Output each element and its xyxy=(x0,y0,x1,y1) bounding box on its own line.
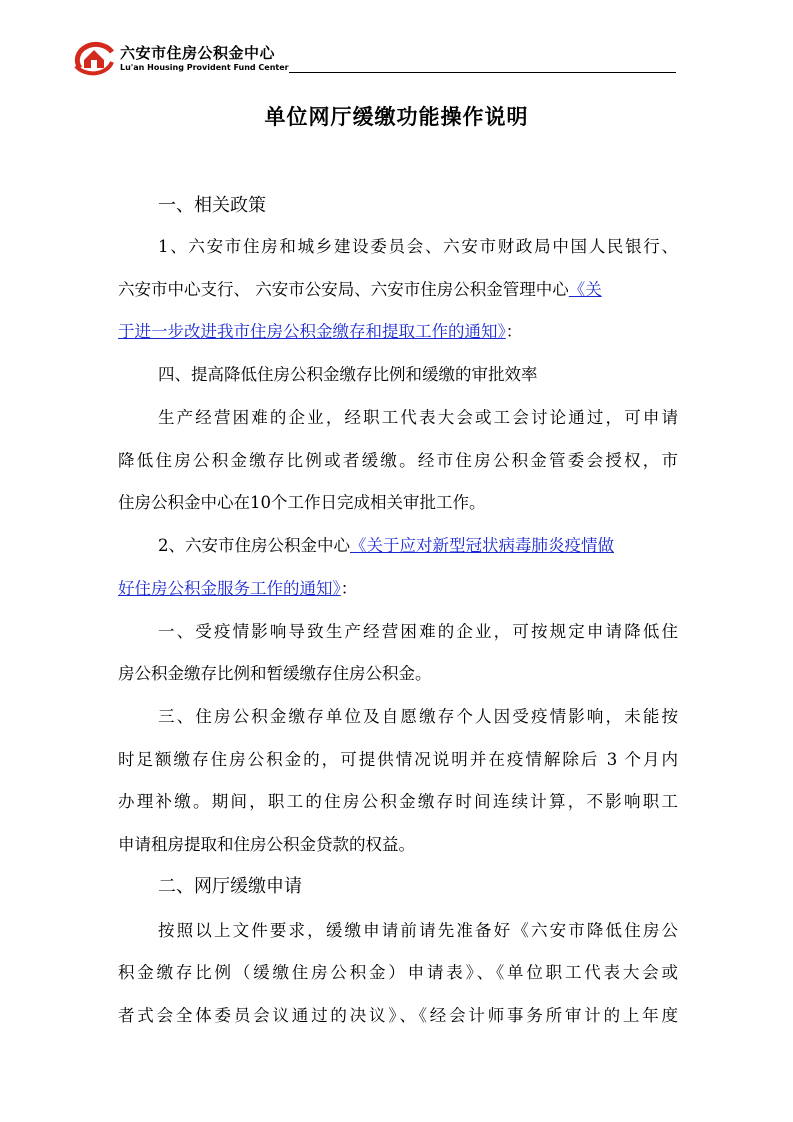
policy-notice-link[interactable]: 《关 xyxy=(568,280,602,299)
section-heading-online-deferral: 二、网厅缓缴申请 xyxy=(158,876,302,897)
covid-notice-link-continued[interactable]: 好住房公积金服务工作的通知》 xyxy=(118,579,341,598)
paragraph-line: 房公积金缴存比例和暂缓缴存住房公积金。 xyxy=(118,664,432,683)
paragraph-line xyxy=(158,532,678,556)
paragraph-line: 四、提高降低住房公积金缴存比例和缓缴的审批效率 xyxy=(158,365,538,384)
paragraph-line: 一、受疫情影响导致生产经营困难的企业，可按规定申请降低住 xyxy=(158,622,678,641)
policy-notice-link-continued[interactable]: 于进一步改进我市住房公积金缴存和提取工作的通知》 xyxy=(118,322,506,341)
paragraph-text: 2、六安市住房公积金中心 xyxy=(158,536,350,555)
paragraph-line: 降低住房公积金缴存比例或者缓缴。经市住房公积金管委会授权，市 xyxy=(118,451,678,470)
paragraph-line xyxy=(118,575,678,599)
paragraph-line: 三、住房公积金缴存单位及自愿缴存个人因受疫情影响，未能按 xyxy=(158,707,678,726)
paragraph-line: 者式会全体委员会议通过的决议》、《经会计师事务所审计的上年度 xyxy=(118,1006,678,1025)
paragraph-line: 住房公积金中心在10个工作日完成相关审批工作。 xyxy=(118,493,486,512)
covid-notice-link[interactable]: 《关于应对新型冠状病毒肺炎疫情做 xyxy=(350,536,614,555)
document-header xyxy=(72,38,676,78)
paragraph-line xyxy=(118,318,678,342)
paragraph-line: 积金缴存比例（缓缴住房公积金）申请表》、《单位职工代表大会或 xyxy=(118,963,678,982)
paragraph-line: 申请租房提取和住房公积金贷款的权益。 xyxy=(118,835,415,854)
paragraph-line: 1、六安市住房和城乡建设委员会、六安市财政局中国人民银行、 xyxy=(158,237,678,256)
org-name-en: Lu'an Housing Provident Fund Center xyxy=(120,63,289,72)
section-heading-policy: 一、相关政策 xyxy=(158,195,266,216)
paragraph-line: 时足额缴存住房公积金的，可提供情况说明并在疫情解除后 3 个月内 xyxy=(118,750,678,769)
paragraph-text: ： xyxy=(340,579,358,598)
housing-fund-logo-icon xyxy=(72,38,116,78)
header-rule xyxy=(289,72,676,73)
paragraph-text: ： xyxy=(505,322,523,341)
paragraph-line xyxy=(118,276,678,300)
page-title: 单位网厅缓缴功能操作说明 xyxy=(264,105,529,129)
paragraph-text: 六安市中心支行、 六安市公安局、六安市住房公积金管理中心 xyxy=(118,280,569,299)
paragraph-line: 办理补缴。期间，职工的住房公积金缴存时间连续计算，不影响职工 xyxy=(118,792,678,811)
paragraph-line: 按照以上文件要求，缓缴申请前请先准备好《六安市降低住房公 xyxy=(158,921,678,940)
org-name-cn: 六安市住房公积金中心 xyxy=(120,44,276,62)
paragraph-line: 生产经营困难的企业，经职工代表大会或工会讨论通过，可申请 xyxy=(158,408,678,427)
